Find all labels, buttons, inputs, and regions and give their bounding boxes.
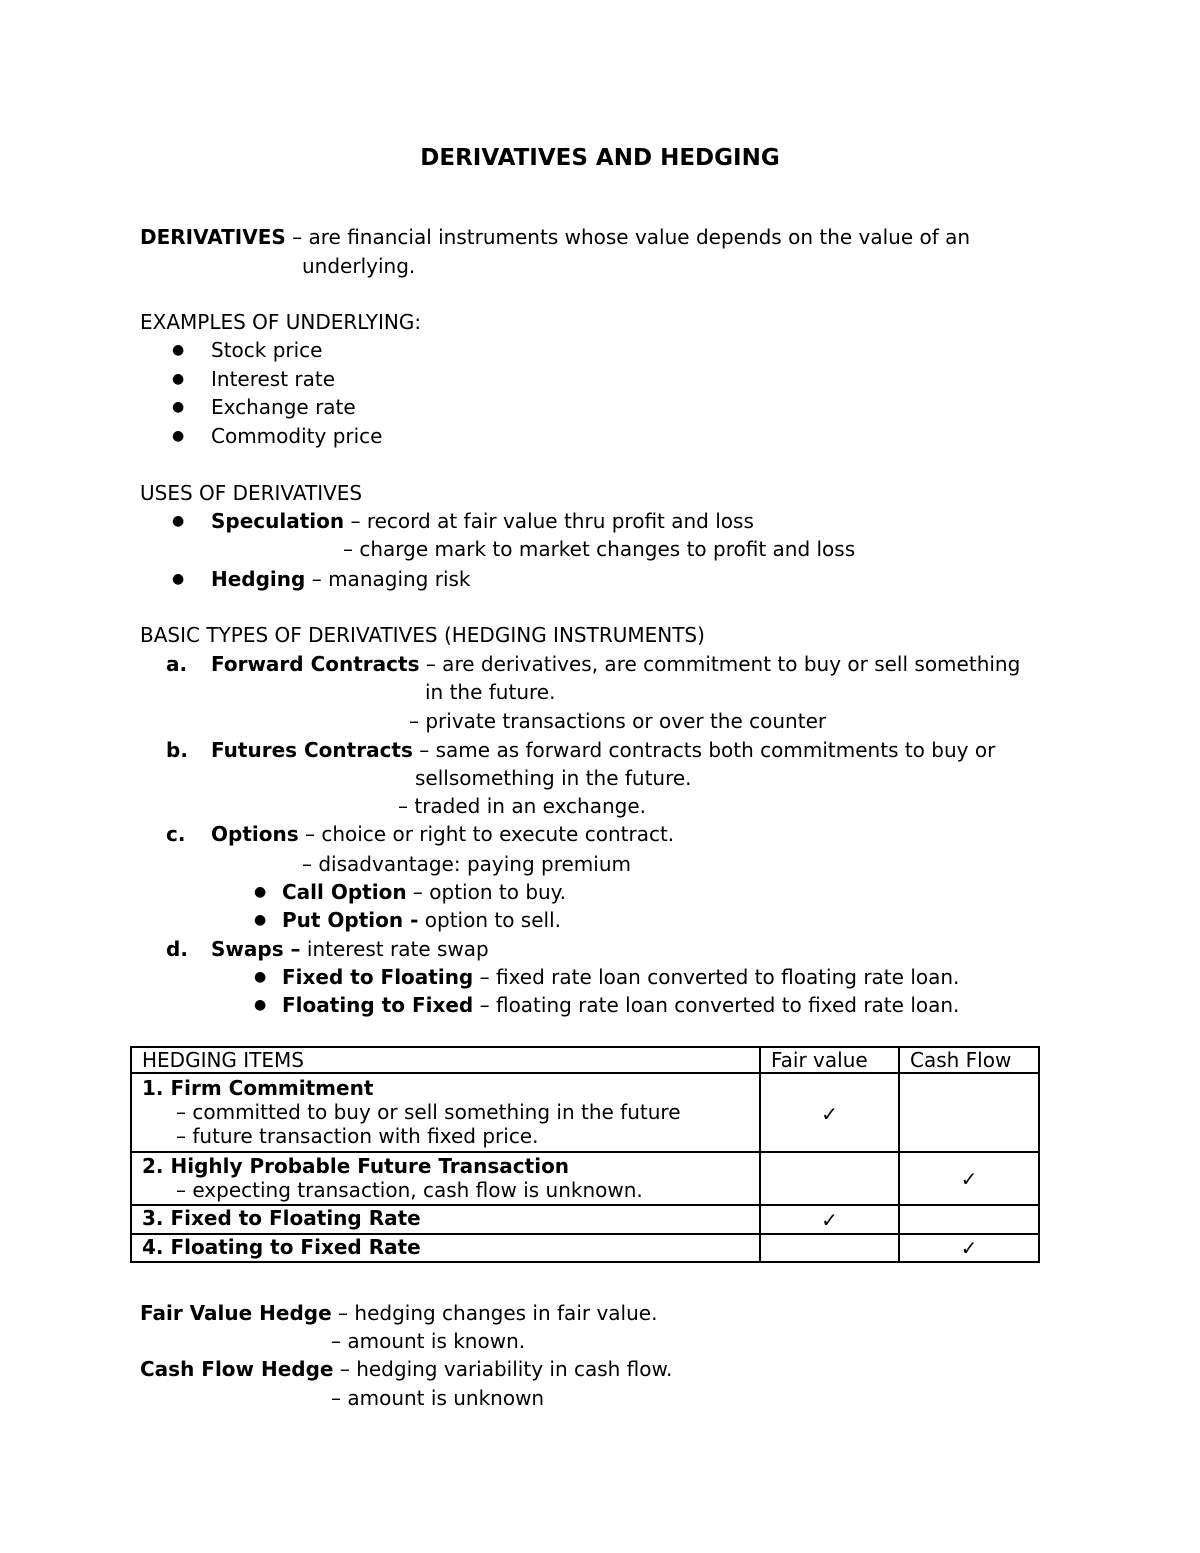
table-header-cell: HEDGING ITEMS: [131, 1047, 760, 1073]
check-icon: ✓: [899, 1234, 1039, 1262]
fair-value-hedge-text-1: – hedging changes in fair value.: [338, 1301, 658, 1325]
definition-term: DERIVATIVES: [140, 225, 286, 249]
example-item: Stock price: [211, 338, 323, 362]
bullet-icon: ●: [254, 884, 267, 900]
futures-term: Futures Contracts: [211, 738, 413, 762]
speculation-text-2: – charge mark to market changes to profit and loss: [343, 537, 856, 561]
bullet-icon: ●: [172, 428, 185, 444]
fair-value-hedge-line: [140, 1301, 657, 1325]
bullet-icon: ●: [172, 513, 185, 529]
swaps-text: interest rate swap: [306, 937, 489, 961]
table-row: [131, 1205, 1039, 1234]
definition-text-1: – are financial instruments whose value depends on the value of an: [292, 225, 971, 249]
definition-text-2: underlying.: [302, 254, 416, 278]
row-title: 4. Floating to Fixed Rate: [142, 1235, 421, 1259]
options-term: Options: [211, 822, 299, 846]
forward-text-2: in the future.: [425, 680, 556, 704]
row-detail: – expecting transaction, cash flow is unknown.: [176, 1178, 643, 1202]
table-header-cell: Cash Flow: [899, 1047, 1039, 1073]
table-cell: [760, 1234, 899, 1262]
table-cell: [760, 1152, 899, 1205]
row-detail: – committed to buy or sell something in the future: [176, 1100, 681, 1124]
table-cell: [131, 1234, 760, 1262]
list-marker: d.: [166, 937, 188, 961]
fixed-to-floating-line: [282, 965, 959, 989]
futures-text-1: – same as forward contracts both commitments to buy or: [419, 738, 996, 762]
bullet-icon: ●: [254, 969, 267, 985]
hedging-text: – managing risk: [311, 567, 471, 591]
cash-flow-hedge-text-2: – amount is unknown: [331, 1386, 545, 1410]
uses-heading: USES OF DERIVATIVES: [140, 481, 363, 505]
hedging-term: Hedging: [211, 567, 306, 591]
futures-text-3: – traded in an exchange.: [398, 794, 647, 818]
speculation-term: Speculation: [211, 509, 345, 533]
bullet-icon: ●: [172, 342, 185, 358]
table-row: [131, 1234, 1039, 1262]
definition-line-1: [140, 225, 970, 249]
fixed-to-floating-term: Fixed to Floating: [282, 965, 474, 989]
forward-line-1: [211, 652, 1020, 676]
options-text-1: – choice or right to execute contract.: [304, 822, 675, 846]
row-title: 1. Firm Commitment: [142, 1076, 374, 1100]
table-cell: [899, 1205, 1039, 1234]
fair-value-hedge-term: Fair Value Hedge: [140, 1301, 332, 1325]
options-text-2: – disadvantage: paying premium: [302, 852, 631, 876]
floating-to-fixed-term: Floating to Fixed: [282, 993, 474, 1017]
cash-flow-hedge-line: [140, 1357, 672, 1381]
example-item: Interest rate: [211, 367, 336, 391]
call-option-text: – option to buy.: [412, 880, 567, 904]
list-marker: a.: [166, 652, 188, 676]
table-header-row: [131, 1047, 1039, 1073]
row-title: 3. Fixed to Floating Rate: [142, 1206, 421, 1230]
call-option-line: [282, 880, 566, 904]
check-icon: ✓: [899, 1152, 1039, 1205]
table-row: [131, 1152, 1039, 1205]
bullet-icon: ●: [172, 371, 185, 387]
speculation-text-1: – record at fair value thru profit and loss: [350, 509, 754, 533]
swaps-term: Swaps –: [211, 937, 301, 961]
list-marker: c.: [166, 822, 186, 846]
put-option-text: option to sell.: [424, 908, 561, 932]
example-item: Exchange rate: [211, 395, 356, 419]
fair-value-hedge-text-2: – amount is known.: [331, 1329, 526, 1353]
futures-line-1: [211, 738, 995, 762]
examples-heading: EXAMPLES OF UNDERLYING:: [140, 310, 422, 334]
futures-text-2: sellsomething in the future.: [415, 766, 692, 790]
bullet-icon: ●: [172, 571, 185, 587]
forward-term: Forward Contracts: [211, 652, 420, 676]
forward-text-1: – are derivatives, are commitment to buy or sell something: [425, 652, 1021, 676]
table-cell: [899, 1073, 1039, 1152]
cash-flow-hedge-text-1: – hedging variability in cash flow.: [339, 1357, 673, 1381]
check-icon: ✓: [760, 1205, 899, 1234]
table-cell: [131, 1152, 760, 1205]
example-item: Commodity price: [211, 424, 383, 448]
table-row: [131, 1073, 1039, 1152]
bullet-icon: ●: [172, 399, 185, 415]
fixed-to-floating-text: – fixed rate loan converted to floating rate loan.: [479, 965, 960, 989]
row-detail: – future transaction with fixed price.: [176, 1124, 539, 1148]
swaps-line: [211, 937, 489, 961]
table-cell: [131, 1205, 760, 1234]
floating-to-fixed-text: – floating rate loan converted to fixed rate loan.: [479, 993, 960, 1017]
bullet-icon: ●: [254, 997, 267, 1013]
call-option-term: Call Option: [282, 880, 407, 904]
floating-to-fixed-line: [282, 993, 959, 1017]
row-title: 2. Highly Probable Future Transaction: [142, 1154, 570, 1178]
hedging-items-table: [130, 1046, 1040, 1263]
put-option-line: [282, 908, 561, 932]
cash-flow-hedge-term: Cash Flow Hedge: [140, 1357, 334, 1381]
put-option-term: Put Option -: [282, 908, 419, 932]
options-line-1: [211, 822, 674, 846]
list-marker: b.: [166, 738, 188, 762]
forward-text-3: – private transactions or over the counter: [409, 709, 827, 733]
check-icon: ✓: [760, 1073, 899, 1152]
types-heading: BASIC TYPES OF DERIVATIVES (HEDGING INSTRUMENTS): [140, 623, 705, 647]
table-cell: [131, 1073, 760, 1152]
speculation-line-1: [211, 509, 754, 533]
table-header-cell: Fair value: [760, 1047, 899, 1073]
hedging-line: [211, 567, 471, 591]
page-title: DERIVATIVES AND HEDGING: [420, 145, 780, 171]
bullet-icon: ●: [254, 912, 267, 928]
